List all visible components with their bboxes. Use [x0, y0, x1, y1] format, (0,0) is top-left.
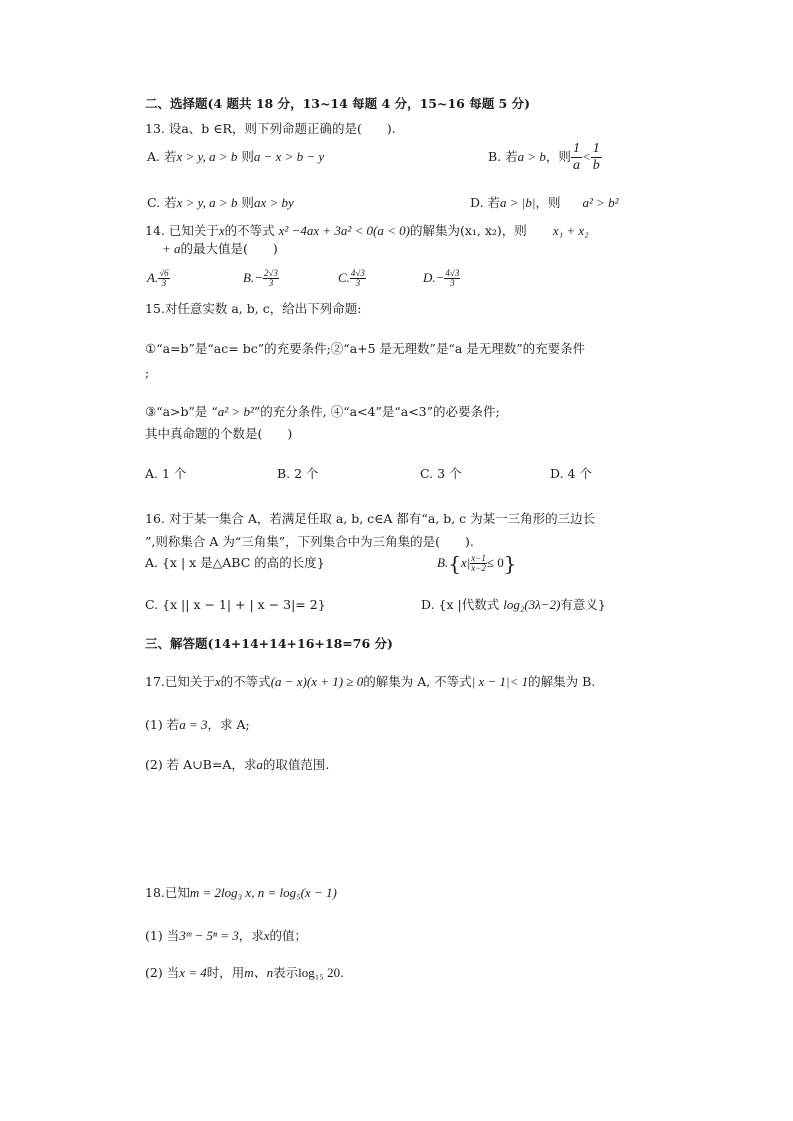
q14-c-label: C.: [338, 270, 350, 285]
q18-p2-d: .: [340, 965, 345, 980]
q14-a-fraction: $\frac{√6}{3}$: [159, 268, 169, 288]
q17-p1-b: ，求 A;: [207, 717, 250, 732]
q17-stem: [145, 673, 595, 691]
q15-option-d: D. 4 个: [550, 466, 592, 481]
q14-stem-c: 的解集为(x₁, x₂)，则: [409, 223, 527, 238]
q16-b-tail: ≤ 0: [486, 555, 504, 570]
q17-inequality-1: (a − x)(x + 1) ≥ 0: [270, 674, 364, 689]
q18-p2-log: log₁₅ 20: [298, 965, 341, 980]
q13-d-conclusion: a² > b²: [582, 195, 619, 210]
q15-line-1: ①“a=b”是“ac= bc”的充要条件;②“a+5 是无理数”是“a 是无理数”的充要条件: [145, 341, 586, 356]
q15-line-2-math: a² > b²: [217, 404, 254, 419]
q14-a-label: A.: [147, 270, 159, 285]
q18-p1-b: ，求: [238, 928, 264, 943]
q18-p1-c: 的值；: [269, 928, 308, 943]
q17-inequality-2: | x − 1|< 1: [471, 674, 529, 689]
section-2-title: 二、选择题(4 题共 18 分，13~14 每题 4 分，15~16 每题 5 分): [145, 96, 531, 111]
q18-stem: [145, 884, 337, 902]
q18-stem-math: m = 2log₃ x, n = log₅(x − 1): [189, 885, 337, 900]
q13-b-condition: a > b: [517, 149, 546, 164]
q13-a-conclusion: a − x > b − y: [253, 149, 325, 164]
q13-b-lt: <: [581, 149, 591, 164]
q14-option-c: [338, 264, 366, 292]
q18-p2-mn: m、n: [244, 965, 274, 980]
q15-option-b: B. 2 个: [277, 466, 319, 481]
q17-part-1: [145, 716, 250, 734]
q16-stem-line-2: ”,则称集合 A 为“三角集”，下列集合中为三角集的是( ).: [145, 534, 474, 549]
q15-line-3: 其中真命题的个数是( ): [145, 426, 293, 441]
q14-option-d: [423, 264, 460, 292]
q16-option-a: A. {x | x 是△ABC 的高的长度}: [145, 555, 325, 570]
q15-line-2: [145, 403, 500, 421]
q14-b-label: B.−: [243, 270, 263, 285]
q17-stem-a: 17.已知关于: [145, 674, 215, 689]
q14-plus-a: + a: [162, 241, 181, 256]
q18-part-1: [145, 927, 307, 945]
q17-p1-math: a = 3: [179, 717, 208, 732]
q15-line-2-a: ③“a>b”是 “: [145, 404, 218, 419]
q18-p2-c: 表示: [273, 965, 299, 980]
q15-option-a: A. 1 个: [145, 466, 187, 481]
q13-c-prefix: C. 若: [147, 195, 177, 210]
q13-c-condition: x > y, a > b: [176, 195, 238, 210]
q13-b-mid: ，则: [545, 149, 571, 164]
q14-option-a: [147, 264, 170, 292]
q13-option-c: [147, 194, 294, 212]
q14-option-b: [243, 264, 279, 292]
q15-line-2-b: ”的充分条件, ④“a<4”是“a<3”的必要条件;: [253, 404, 500, 419]
q16-d-math: log₂(3λ−2): [503, 597, 561, 612]
q18-p1-a: (1) 当: [145, 928, 180, 943]
q14-stem-line-1: [145, 222, 589, 240]
q13-c-mid: 则: [237, 195, 254, 210]
q16-option-b: [437, 548, 516, 579]
q13-b-fraction-1: $\frac{1}{a}$: [572, 141, 580, 173]
q13-b-fraction-2: $\frac{1}{b}$: [592, 141, 600, 173]
q13-stem: 13. 设a、b ∈R，则下列命题正确的是( ).: [145, 121, 396, 136]
q13-option-a: [147, 148, 324, 166]
q13-option-b: [488, 137, 602, 177]
q14-sum: x₁ + x₂: [552, 223, 589, 238]
q14-stem-line-2: [162, 240, 278, 258]
section-3-title: 三、解答题(14+14+14+16+18=76 分): [145, 636, 393, 651]
q13-b-prefix: B. 若: [488, 149, 518, 164]
q17-stem-c: 的解集为 A, 不等式: [363, 674, 472, 689]
q14-d-fraction: $\frac{4√3}{3}$: [445, 268, 460, 288]
q18-p1-math: 3ᵐ − 5ⁿ = 3: [179, 928, 239, 943]
q13-d-condition: a > |b|: [500, 195, 536, 210]
q16-b-fraction: $\frac{x-1}{x-2}$: [471, 553, 486, 573]
q16-stem-line-1: 16. 对于某一集合 A，若满足任取 a, b, c∈A 都有“a, b, c 为某一三角形的三边长: [145, 511, 596, 526]
q14-d-label: D.−: [423, 270, 445, 285]
q13-a-prefix: A. 若: [147, 149, 177, 164]
q18-stem-a: 18.已知: [145, 885, 190, 900]
q13-a-condition: x > y, a > b: [176, 149, 238, 164]
q14-stem-a: 14. 已知关于: [145, 223, 219, 238]
q17-p2-a: (2) 若 A∪B=A，求: [145, 757, 257, 772]
q18-p2-math: x = 4: [179, 965, 207, 980]
q17-part-2: [145, 756, 329, 774]
q13-d-prefix: D. 若: [470, 195, 501, 210]
q17-stem-x: x: [214, 674, 221, 689]
q17-stem-b: 的不等式: [220, 674, 271, 689]
q16-option-c: C. {x || x − 1| + | x − 3|= 2}: [145, 597, 326, 612]
q17-p2-math: a: [256, 757, 263, 772]
q16-b-x: x|: [460, 555, 471, 570]
q17-p1-a: (1) 若: [145, 717, 180, 732]
q18-p2-a: (2) 当: [145, 965, 180, 980]
q13-d-mid: ，则: [535, 195, 561, 210]
q14-stem-b: 的不等式: [224, 223, 275, 238]
q16-d-b: 有意义}: [560, 597, 606, 612]
q13-option-d: [470, 194, 619, 212]
q17-p2-b: 的取值范围.: [262, 757, 330, 772]
q16-b-right-brace: }: [503, 551, 517, 576]
q16-b-left-brace: {: [448, 551, 461, 576]
q14-b-fraction: $\frac{2√3}{3}$: [263, 268, 278, 288]
q16-option-d: [421, 596, 606, 614]
q13-a-mid: 则: [237, 149, 254, 164]
q15-option-c: C. 3 个: [420, 466, 462, 481]
q18-p2-b: 时，用: [206, 965, 245, 980]
q13-c-conclusion: ax > by: [253, 195, 294, 210]
q14-stem-x: x: [218, 223, 225, 238]
q15-line-1-cont: ;: [145, 365, 150, 380]
q17-stem-d: 的解集为 B.: [528, 674, 596, 689]
q18-part-2: [145, 964, 344, 982]
q14-inequality: x² −4ax + 3a² < 0(a < 0): [278, 223, 410, 238]
q16-d-a: D. {x |代数式: [421, 597, 500, 612]
q14-stem-tail: 的最大值是( ): [180, 241, 278, 256]
q16-b-label: B.: [437, 555, 449, 570]
q14-c-fraction: $\frac{4√3}{3}$: [350, 268, 365, 288]
q15-stem: 15.对任意实数 a, b, c，给出下列命题:: [145, 301, 362, 316]
q18-p1-x: x: [263, 928, 270, 943]
